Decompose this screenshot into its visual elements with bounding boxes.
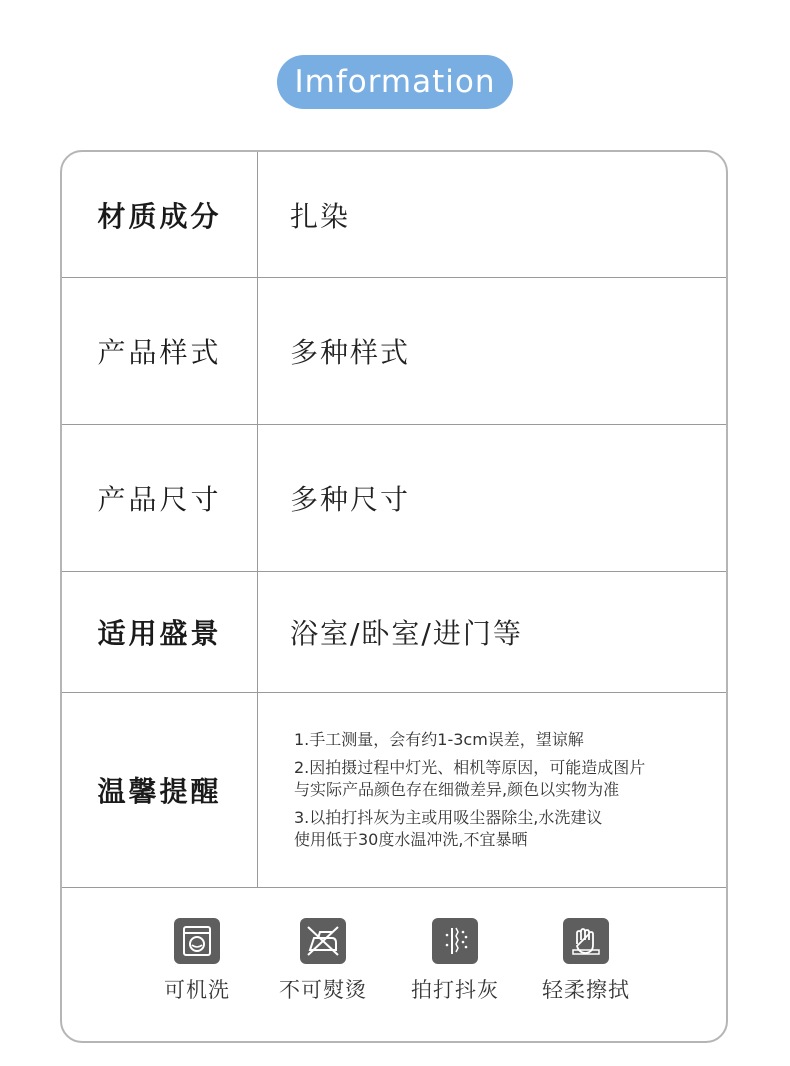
shake-dust-icon <box>432 918 478 964</box>
section-title: Imformation <box>294 64 496 100</box>
washing-machine-icon <box>174 918 220 964</box>
care-item <box>268 918 378 1004</box>
row-label: 产品尺寸 <box>97 483 222 516</box>
section-title-badge <box>277 55 513 109</box>
no-iron-icon <box>300 918 346 964</box>
row-label: 材质成分 <box>97 199 222 233</box>
care-instructions <box>62 888 726 1043</box>
care-item <box>400 918 510 1004</box>
row-value: 扎染 <box>290 199 351 233</box>
note-line: 使用低于30度水温冲洗,不宜暴晒 <box>294 830 528 849</box>
table-row <box>62 278 726 425</box>
care-item <box>142 918 252 1004</box>
care-label: 拍打抖灰 <box>411 978 499 1002</box>
info-table <box>60 150 728 1043</box>
care-item <box>531 918 641 1004</box>
table-row <box>62 152 726 278</box>
row-label: 产品样式 <box>97 336 222 369</box>
row-value: 多种样式 <box>290 336 411 369</box>
row-label: 适用盛景 <box>97 617 222 650</box>
row-value: 浴室/卧室/进门等 <box>290 617 523 650</box>
row-value: 多种尺寸 <box>290 483 411 516</box>
notes-list <box>294 693 716 887</box>
note-line: 与实际产品颜色存在细微差异,颜色以实物为准 <box>294 780 620 799</box>
note-line: 3.以拍打抖灰为主或用吸尘器除尘,水洗建议 <box>294 808 603 827</box>
gentle-wipe-icon <box>563 918 609 964</box>
table-row <box>62 425 726 572</box>
note-line: 2.因拍摄过程中灯光、相机等原因，可能造成图片 <box>294 758 646 777</box>
table-row <box>62 572 726 693</box>
care-label: 不可熨烫 <box>279 978 367 1002</box>
note-line: 1.手工测量，会有约1-3cm误差，望谅解 <box>294 730 584 749</box>
row-label: 温馨提醒 <box>97 775 222 808</box>
table-row <box>62 693 726 888</box>
care-label: 轻柔擦拭 <box>542 978 630 1002</box>
care-label: 可机洗 <box>164 978 230 1002</box>
